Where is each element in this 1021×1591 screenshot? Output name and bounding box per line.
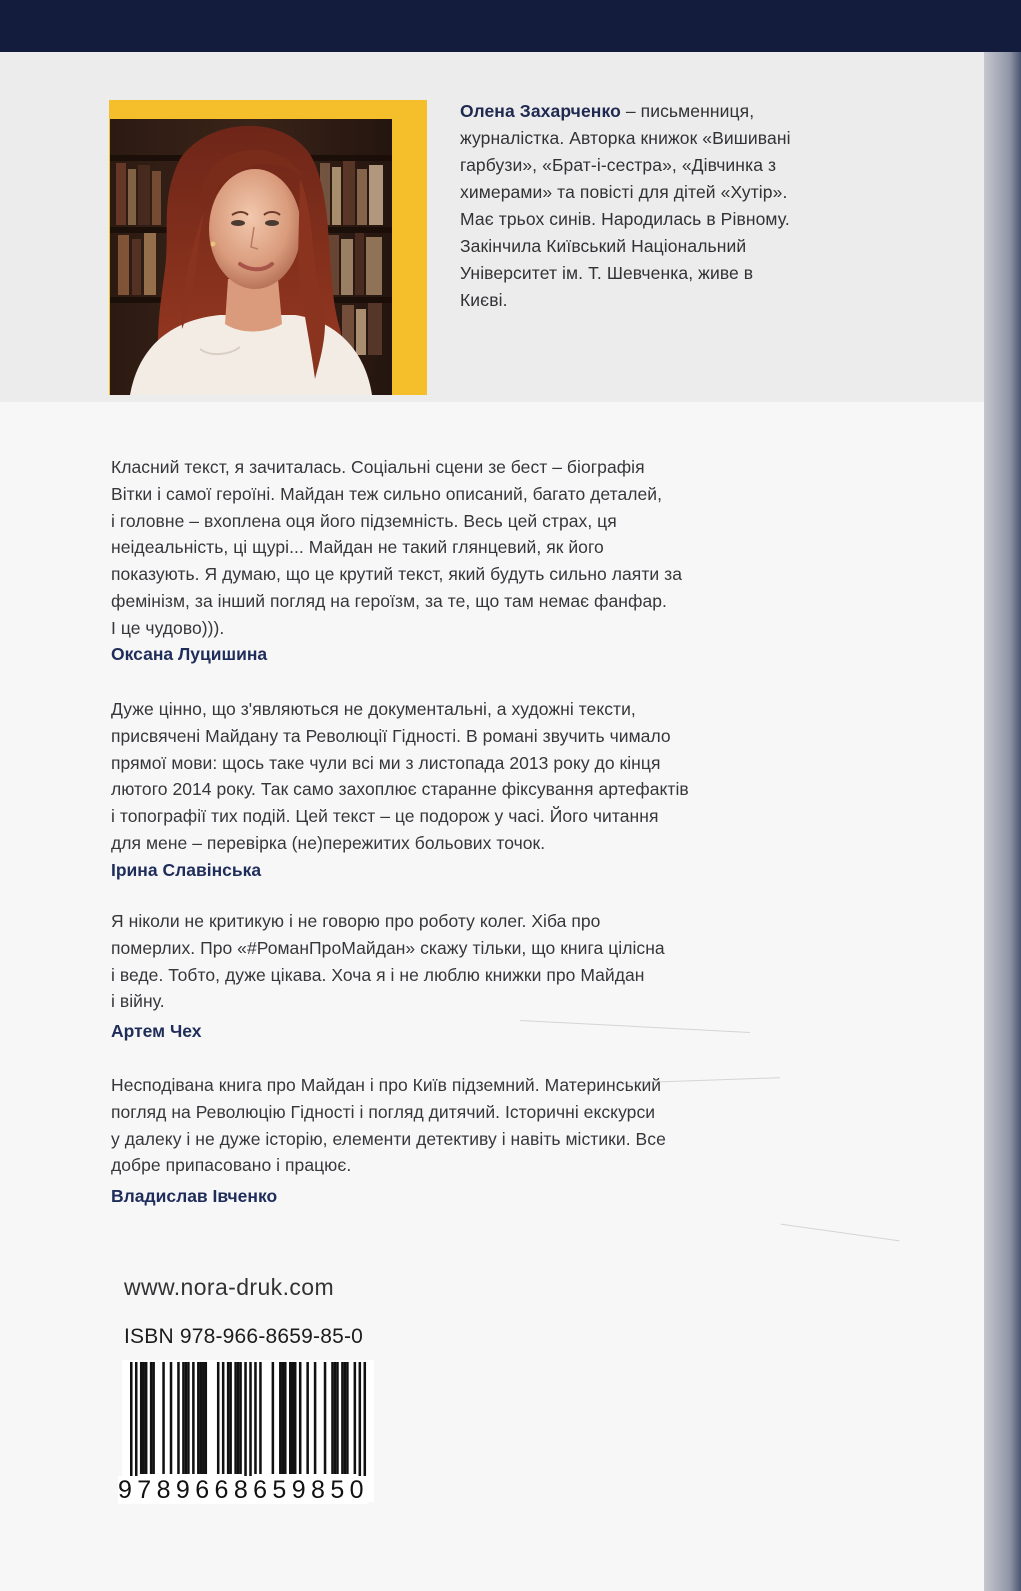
review-line: показують. Я думаю, що це крутий текст, який будуть сильно лаяти за	[111, 564, 682, 585]
review-line: Несподівана книга про Майдан і про Київ підземний. Материнський	[111, 1075, 662, 1095]
author-bio-line: Києві.	[460, 290, 508, 310]
barcode-bar	[237, 1362, 240, 1474]
review-line: і війну.	[111, 991, 165, 1012]
review-line: Вітки і самої героїні. Майдан теж сильно описаний, багато деталей,	[111, 483, 663, 504]
barcode-bar	[279, 1362, 282, 1474]
barcode-bar	[145, 1362, 148, 1474]
barcode-bar	[197, 1362, 200, 1474]
barcode-bar	[200, 1362, 203, 1474]
review-line: Класний текст, я зачиталась. Соціальні сцени зе бест – біографія	[111, 457, 645, 477]
barcode-bar	[217, 1362, 220, 1474]
review-quote	[111, 454, 851, 642]
barcode-bar	[294, 1362, 297, 1474]
review-line: у далеку і не дуже історію, елементи детективу і навіть містики. Все	[111, 1128, 666, 1149]
review-line: неідеальність, ці щурі... Майдан не такий глянцевий, як його	[111, 537, 604, 558]
barcode-bar	[162, 1362, 165, 1474]
review-line: присвячені Майдану та Революції Гідності. В романі звучить чимало	[111, 725, 671, 746]
author-bio-line: Університет ім. Т. Шевченка, живе в	[460, 263, 754, 283]
author-bio-line: гарбузи», «Брат-і-сестра», «Дівчинка з	[460, 155, 777, 175]
barcode-bar	[341, 1362, 344, 1474]
top-band	[0, 0, 1021, 52]
review-line: і веде. Тобто, дуже цікава. Хоча я і не люблю книжки про Майдан	[111, 964, 645, 985]
barcode-bar	[202, 1362, 205, 1474]
review-author: Ірина Славінська	[111, 860, 262, 880]
author-bio-line: Закінчила Київський Національний	[460, 236, 747, 256]
author-bio-line: – письменниця,	[620, 101, 755, 121]
barcode-bar	[314, 1362, 317, 1474]
barcode-bar	[331, 1362, 334, 1474]
barcode-bar	[152, 1362, 155, 1474]
author-name: Олена Захарченко	[460, 101, 621, 121]
barcode-bar	[354, 1362, 357, 1474]
author-bio-line: журналістка. Авторка книжок «Вишивані	[460, 128, 791, 148]
review-line: для мене – перевірка (не)пережитих больових точок.	[111, 832, 546, 853]
review-line: і головне – вхоплена оця його підземність. Весь цей страх, ця	[111, 510, 617, 531]
barcode-bar	[324, 1362, 327, 1474]
barcode-bar	[142, 1362, 145, 1474]
barcode-bar	[182, 1362, 185, 1474]
review-quote	[111, 908, 851, 1015]
barcode-bar	[344, 1362, 347, 1474]
review-line: померлих. Про «#РоманПроМайдан» скажу тільки, що книга цілісна	[111, 937, 665, 958]
barcode-bar	[299, 1362, 302, 1474]
author-bio-line: химерами» та повісті для дітей «Хутір».	[460, 182, 788, 202]
review-line: Я ніколи не критикую і не говорю про роботу колег. Хіба про	[111, 911, 601, 931]
barcode-bar	[346, 1362, 349, 1474]
publisher-website: www.nora-druk.com	[124, 1274, 335, 1300]
barcode-digits: 9789668659850	[118, 1476, 369, 1504]
review-author: Оксана Луцишина	[111, 644, 268, 664]
review-quote	[111, 696, 851, 857]
barcode-bar	[289, 1362, 292, 1474]
review-line: погляд на Революцію Гідності і погляд дитячий. Історичні екскурси	[111, 1101, 656, 1122]
barcode-bar	[150, 1362, 153, 1474]
review-line: Дуже цінно, що з'являються не документальні, а художні тексти,	[111, 699, 636, 719]
barcode-bar	[334, 1362, 337, 1474]
book-back-cover	[0, 52, 984, 1591]
barcode-bar	[185, 1362, 188, 1474]
author-bio-line: Має трьох синів. Народилась в Рівному.	[460, 209, 790, 229]
barcode-bar	[282, 1362, 285, 1474]
barcode-bar	[254, 1362, 257, 1474]
author-bio	[460, 98, 880, 314]
barcode-bar	[177, 1362, 180, 1474]
barcode-bar	[192, 1362, 195, 1474]
isbn-label: ISBN 978-966-8659-85-0	[124, 1325, 364, 1348]
barcode-bar	[222, 1362, 225, 1474]
barcode-bar	[229, 1362, 232, 1474]
barcode-bar	[205, 1362, 208, 1474]
barcode-bar	[336, 1362, 339, 1474]
review-line: і топографії тих подій. Цей текст – це подорож у часі. Його читання	[111, 806, 659, 827]
barcode-bar	[187, 1362, 190, 1474]
barcode-bar	[239, 1362, 242, 1474]
review-author: Артем Чех	[111, 1021, 202, 1041]
review-line: І це чудово))).	[111, 617, 225, 638]
barcode-bar	[284, 1362, 287, 1474]
barcode-bar	[291, 1362, 294, 1474]
barcode-bar	[227, 1362, 230, 1474]
review-author: Владислав Івченко	[111, 1186, 278, 1206]
review-line: фемінізм, за інший погляд на героїзм, за те, що там немає фанфар.	[111, 590, 667, 611]
barcode-bar	[234, 1362, 237, 1474]
barcode-bar	[259, 1362, 262, 1474]
barcode-bar	[140, 1362, 143, 1474]
author-photo	[110, 119, 392, 395]
barcode-bar	[272, 1362, 275, 1474]
barcode-bar	[306, 1362, 309, 1474]
barcode-bar	[170, 1362, 173, 1474]
cover-spine-edge	[984, 52, 1021, 1591]
review-line: добре припасовано і працює.	[111, 1155, 352, 1176]
review-quote	[111, 1072, 851, 1179]
review-line: прямої мови: щось таке чули всі ми з листопада 2013 року до кінця	[111, 752, 661, 773]
review-line: лютого 2014 року. Так само захоплює старанне фіксування артефактів	[111, 779, 689, 800]
